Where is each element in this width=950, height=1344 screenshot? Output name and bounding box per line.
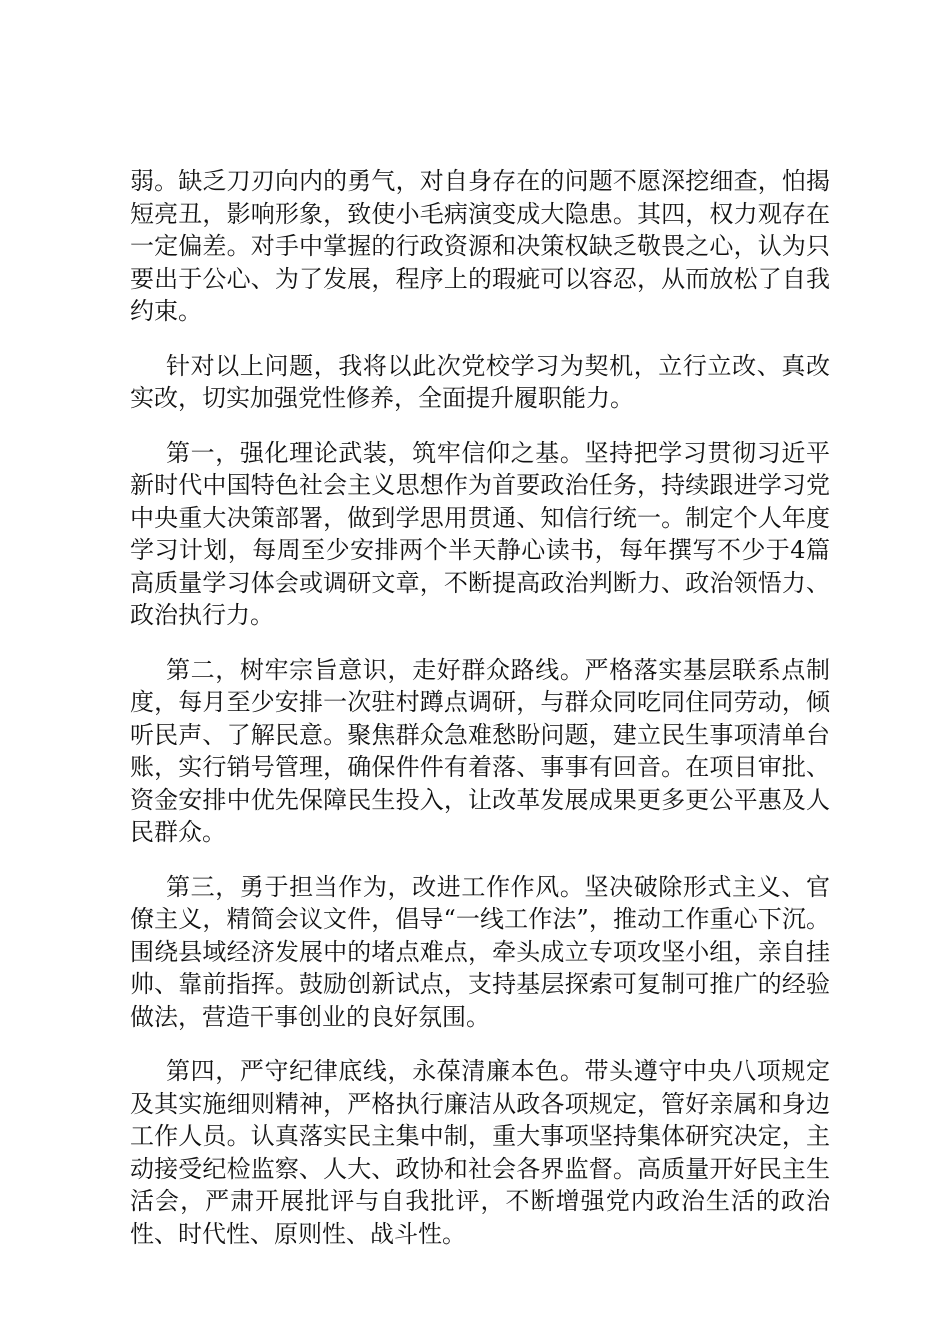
paragraph-point-one: 第一，强化理论武装，筑牢信仰之基。坚持把学习贯彻习近平新时代中国特色社会主义思想作为首要政治任务，持续跟进学习党中央重大决策部署，做到学思用贯通、知信行统一。制定个人年度学习计划，每周至少安排两个半天静心读书，每年撰写不少于4篇高质量学习体会或调研文章，不断提高政治判断力、政治领悟力、政治执行力。 [130,438,830,629]
paragraph-point-three: 第三，勇于担当作为，改进工作作风。坚决破除形式主义、官僚主义，精简会议文件，倡导“一线工作法”，推动工作重心下沉。围绕县域经济发展中的堵点难点，牵头成立专项攻坚小组，亲自挂帅、靠前指挥。鼓励创新试点，支持基层探索可复制可推广的经验做法，营造干事创业的良好氛围。 [130,872,830,1031]
paragraph-rectification-intro: 针对以上问题，我将以此次党校学习为契机，立行立改、真改实改，切实加强党性修养，全面提升履职能力。 [130,351,830,412]
paragraph-point-four: 第四，严守纪律底线，永葆清廉本色。带头遵守中央八项规定及其实施细则精神，严格执行廉洁从政各项规定，管好亲属和身边工作人员。认真落实民主集中制，重大事项坚持集体研究决定，主动接受纪检监察、人大、政协和社会各界监督。高质量开好民主生活会，严肃开展批评与自我批评，不断增强党内政治生活的政治性、时代性、原则性、战斗性。 [130,1057,830,1248]
paragraph-continuation: 弱。缺乏刀刃向内的勇气，对自身存在的问题不愿深挖细查，怕揭短亮丑，影响形象，致使小毛病演变成大隐患。其四，权力观存在一定偏差。对手中掌握的行政资源和决策权缺乏敬畏之心，认为只要出于公心、为了发展，程序上的瑕疵可以容忍，从而放松了自我约束。 [130,167,830,325]
document-page [130,165,830,1272]
paragraph-point-two: 第二，树牢宗旨意识，走好群众路线。严格落实基层联系点制度，每月至少安排一次驻村蹲点调研，与群众同吃同住同劳动，倾听民声、了解民意。聚焦群众急难愁盼问题，建立民生事项清单台账，实行销号管理，确保件件有着落、事事有回音。在项目审批、资金安排中优先保障民生投入，让改革发展成果更多更公平惠及人民群众。 [130,655,830,846]
